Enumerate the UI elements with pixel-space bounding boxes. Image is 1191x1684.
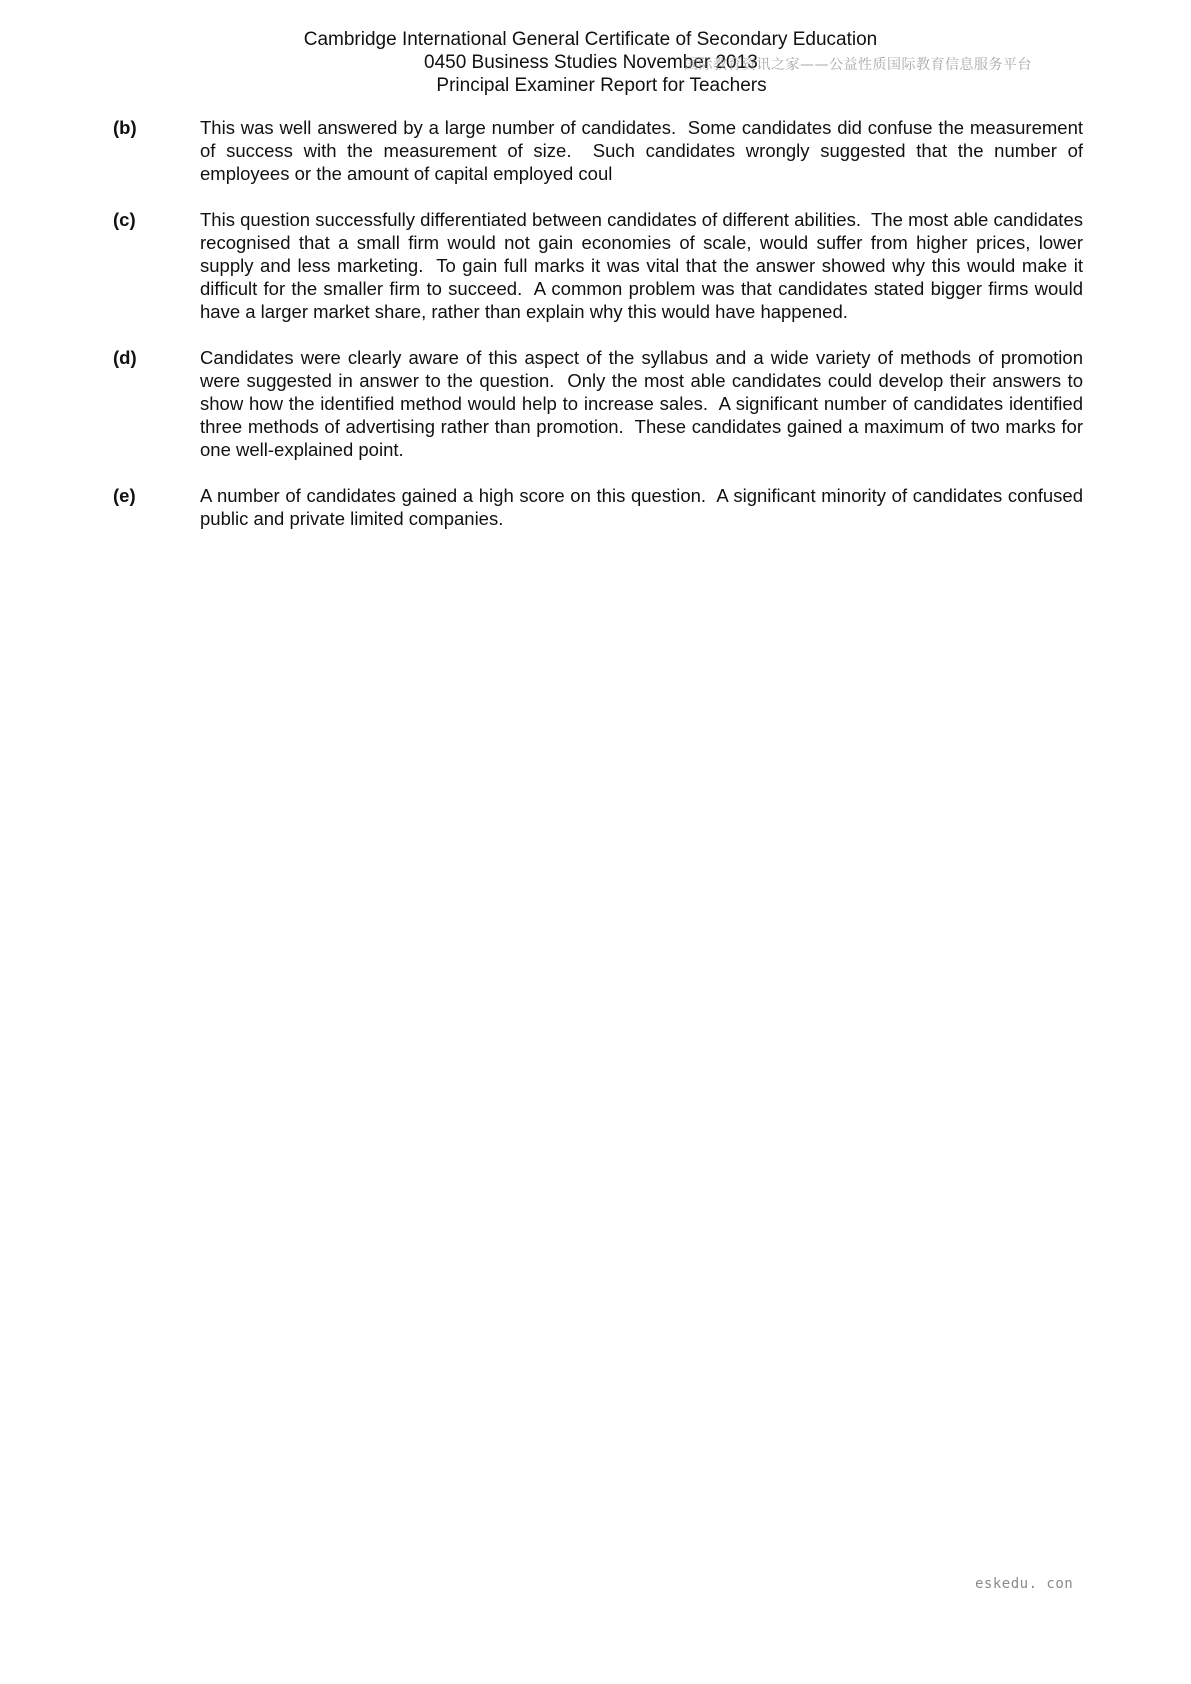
watermark-text: 国际教育资讯之家——公益性质国际教育信息服务平台 [684,57,1032,73]
document-title: Cambridge International General Certificate of Secondary Education [303,29,878,50]
report-title: Principal Examiner Report for Teachers [436,75,767,96]
question-commentary: This question successfully differentiated between candidates of different abilities. The most able candidates recognised that a small firm would not gain economies of scale, would suffer from higher prices, lower supply and less marketing. To gain full marks it was vital that the answer showed why this would make it difficult for the smaller firm to succeed. A common problem was that candidates stated bigger firms would have a larger market share, rather than explain why this would have happened. [200,209,1089,322]
subtitle-row [0,51,1191,74]
page-header [0,28,1191,97]
question-item-e [113,484,1089,530]
question-label: (e) [113,485,136,506]
question-label: (b) [113,117,137,138]
document-subtitle: 0450 Business Studies November 2013 [424,52,758,73]
question-item-c [113,208,1089,323]
question-item-d [113,346,1089,461]
question-commentary: A number of candidates gained a high score on this question. A significant minority of candidates confused public and private limited companies. [200,485,1089,529]
question-commentary: Candidates were clearly aware of this aspect of the syllabus and a wide variety of methods of promotion were suggested in answer to the question. Only the most able candidates could develop their answers to show how the identified method would help to increase sales. A significant number of candidates identified three methods of advertising rather than promotion. These candidates gained a maximum of two marks for one well-explained point. [200,347,1089,460]
footer-site-label: eskedu. con [975,1576,1074,1592]
question-label: (c) [113,209,136,230]
question-item-b [113,116,1089,185]
question-commentary: This was well answered by a large number of candidates. Some candidates did confuse the measurement of success with the measurement of size. Such candidates wrongly suggested that the number of employees or the amount of capital employed coul [200,117,1089,184]
report-body [113,116,1089,553]
question-label: (d) [113,347,137,368]
